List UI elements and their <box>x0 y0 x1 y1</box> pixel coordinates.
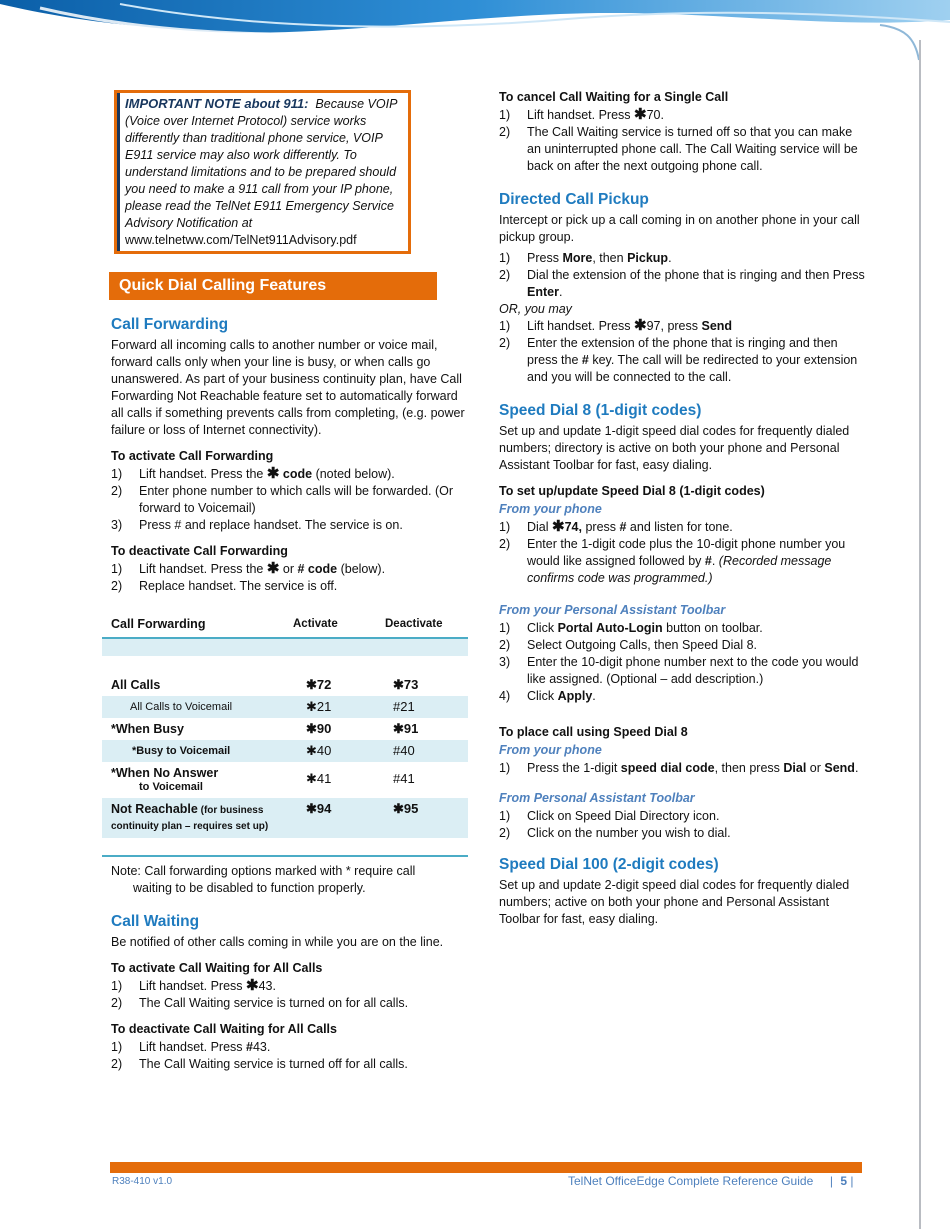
forwarding-note: Note: Call forwarding options marked with * require call waiting to be disabled to function properly. <box>111 864 416 895</box>
star-key-icon: ✱ <box>552 518 565 535</box>
list-item: 2) The Call Waiting service is turned off so that you can make an uninterrupted phone call. The Call Waiting service will be back on after the next outgoing phone call. <box>499 125 858 173</box>
speed-dial-8-setup-heading: To set up/update Speed Dial 8 (1-digit codes) <box>499 484 765 498</box>
e911-note-box <box>114 90 411 254</box>
table-row: *When Busy ✱90 ✱91 <box>111 721 419 736</box>
call-waiting-heading: Call Waiting <box>111 913 200 930</box>
table-row: Not Reachable (for business continuity plan – requires set up) ✱94 ✱95 <box>102 798 468 838</box>
table-header-row <box>102 611 468 638</box>
speed8-toolbar-steps <box>499 620 869 705</box>
place-from-phone-label: From your phone <box>499 743 602 757</box>
star-key-icon: ✱ <box>266 560 280 577</box>
forwarding-codes-table <box>102 611 468 857</box>
table-row: *Busy to Voicemail ✱40 #40 <box>102 740 468 762</box>
table-row: All Calls ✱72 ✱73 <box>111 677 419 692</box>
right-column <box>499 90 869 928</box>
deactivate-forwarding-steps <box>111 561 469 595</box>
list-item: 2) Enter the extension of the phone that is ringing and then press the # key. The call will be redirected to your extension and you will be connected to the call. <box>499 336 858 384</box>
left-column <box>111 90 469 1073</box>
note-text: Because VOIP (Voice over Internet Protocol) service works differently than traditional phone service, VOIP E911 service may also work differently. To understand limitations and to be prepared should you need to make a 911 call from your IP phone, please read the TelNet E911 Emergency Service Advisory Notification at <box>125 97 397 230</box>
list-item: 1) Click on Speed Dial Directory icon. <box>499 809 720 823</box>
list-item: 3) Press # and replace handset. The service is on. <box>111 518 403 532</box>
activate-forwarding-heading: To activate Call Forwarding <box>111 449 274 463</box>
page-number: 5 <box>840 1174 848 1188</box>
star-key-icon: ✱ <box>634 106 647 123</box>
list-item: 2) Select Outgoing Calls, then Speed Dial 8. <box>499 638 757 652</box>
cancel-waiting-heading: To cancel Call Waiting for a Single Call <box>499 90 729 104</box>
place-phone-steps <box>499 760 869 777</box>
deactivate-waiting-steps <box>111 1039 469 1073</box>
list-item: 1) Lift handset. Press ✱43. <box>111 977 276 994</box>
speed-dial-8-intro: Set up and update 1-digit speed dial codes for frequently dialed numbers; directory is active on both your phone and Personal Assistant Toolbar for fast, easy dialing. <box>499 424 850 472</box>
note-title: IMPORTANT NOTE about 911: <box>125 96 309 111</box>
speed8-phone-steps <box>499 519 869 587</box>
call-waiting-intro: Be notified of other calls coming in while you are on the line. <box>111 935 444 949</box>
note-url: www.telnetww.com/TelNet911Advisory.pdf <box>125 233 357 247</box>
list-item: 1) Lift handset. Press the ✱ code (noted below). <box>111 465 395 482</box>
footer-guide-title: TelNet OfficeEdge Complete Reference Guide <box>568 1174 814 1188</box>
list-item: 1) Dial ✱74, press # and listen for tone. <box>499 518 733 535</box>
list-item: 4) Click Apply. <box>499 689 596 703</box>
hash-key-icon: # <box>246 1040 253 1054</box>
call-forwarding-intro: Forward all incoming calls to another number or voice mail, forward calls only when your line is busy, or when calls go unanswered. As part of your business continuity plan, have Call Forwarding Not Reachable feature set to automatically forward all calls if something prevents calls from completing, (e.g. power failure or loss of Internet connectivity). <box>111 338 465 437</box>
list-item: 2) The Call Waiting service is turned on for all calls. <box>111 996 409 1010</box>
place-from-toolbar-label: From Personal Assistant Toolbar <box>499 791 695 805</box>
footer-version: R38-410 v1.0 <box>112 1176 173 1187</box>
column-header: Activate <box>284 611 376 638</box>
call-forwarding-heading: Call Forwarding <box>111 316 229 333</box>
list-item: 2) Enter phone number to which calls will be forwarded. (Or forward to Voicemail) <box>111 484 454 515</box>
list-item: 1) Lift handset. Press ✱70. <box>499 106 664 123</box>
pickup-steps-b <box>499 318 869 386</box>
place-toolbar-steps <box>499 808 869 842</box>
speed-dial-8-heading: Speed Dial 8 (1-digit codes) <box>499 402 702 419</box>
list-item: 2) Dial the extension of the phone that is ringing and then Press Enter. <box>499 268 865 299</box>
section-banner: Quick Dial Calling Features <box>109 272 437 300</box>
list-item: 2) Replace handset. The service is off. <box>111 579 338 593</box>
list-item: 2) Enter the 1-digit code plus the 10-digit phone number you would like assigned followed by #. (Recorded message confirms code was programmed.) <box>499 537 846 585</box>
directed-pickup-heading: Directed Call Pickup <box>499 191 649 208</box>
speed-dial-100-heading: Speed Dial 100 (2-digit codes) <box>499 856 719 873</box>
table-row: *When No Answer to Voicemail ✱41 #41 <box>111 766 415 793</box>
star-key-icon: ✱ <box>634 317 647 334</box>
deactivate-waiting-heading: To deactivate Call Waiting for All Calls <box>111 1022 337 1036</box>
pickup-steps-a <box>499 250 869 301</box>
hash-key-icon: # <box>581 353 589 367</box>
list-item: 1) Lift handset. Press the ✱ or # code (below). <box>111 560 386 577</box>
column-header: Deactivate <box>376 611 468 638</box>
list-item: 2) The Call Waiting service is turned off for all calls. <box>111 1057 408 1071</box>
cancel-waiting-steps <box>499 107 869 175</box>
list-item: 1) Click Portal Auto-Login button on toolbar. <box>499 621 763 635</box>
list-item: 3) Enter the 10-digit phone number next to the code you would like assigned. (Optional – add description.) <box>499 655 859 686</box>
list-item: 1) Press More, then Pickup. <box>499 251 672 265</box>
place-call-heading: To place call using Speed Dial 8 <box>499 725 688 739</box>
star-key-icon: ✱ <box>266 465 280 482</box>
hash-key-icon: # <box>297 562 305 576</box>
speed-dial-100-intro: Set up and update 2-digit speed dial codes for frequently dialed numbers; active on both your phone and Personal Assistant Toolbar for fast, easy dialing. <box>499 878 850 926</box>
list-item: 1) Press the 1-digit speed dial code, then press Dial or Send. <box>499 761 859 775</box>
activate-waiting-heading: To activate Call Waiting for All Calls <box>111 961 323 975</box>
deactivate-forwarding-heading: To deactivate Call Forwarding <box>111 544 288 558</box>
or-text: OR, you may <box>499 302 572 316</box>
activate-forwarding-steps <box>111 466 469 534</box>
list-item: 1) Lift handset. Press #43. <box>111 1040 271 1054</box>
table-row: All Calls to Voicemail ✱21 #21 <box>102 696 468 718</box>
right-margin-rule <box>919 40 921 1229</box>
list-item: 2) Click on the number you wish to dial. <box>499 826 731 840</box>
header-wave-graphic <box>0 0 950 70</box>
activate-waiting-steps <box>111 978 469 1012</box>
footer-guide: TelNet OfficeEdge Complete Reference Guide | 5 | <box>568 1174 854 1188</box>
from-phone-label: From your phone <box>499 502 602 516</box>
column-header: Call Forwarding <box>102 611 284 638</box>
star-key-icon: ✱ <box>246 977 259 994</box>
directed-pickup-intro: Intercept or pick up a call coming in on another phone in your call pickup group. <box>499 213 860 244</box>
footer-bar <box>110 1162 862 1173</box>
list-item: 1) Lift handset. Press ✱97, press Send <box>499 317 733 334</box>
from-toolbar-label: From your Personal Assistant Toolbar <box>499 603 726 617</box>
